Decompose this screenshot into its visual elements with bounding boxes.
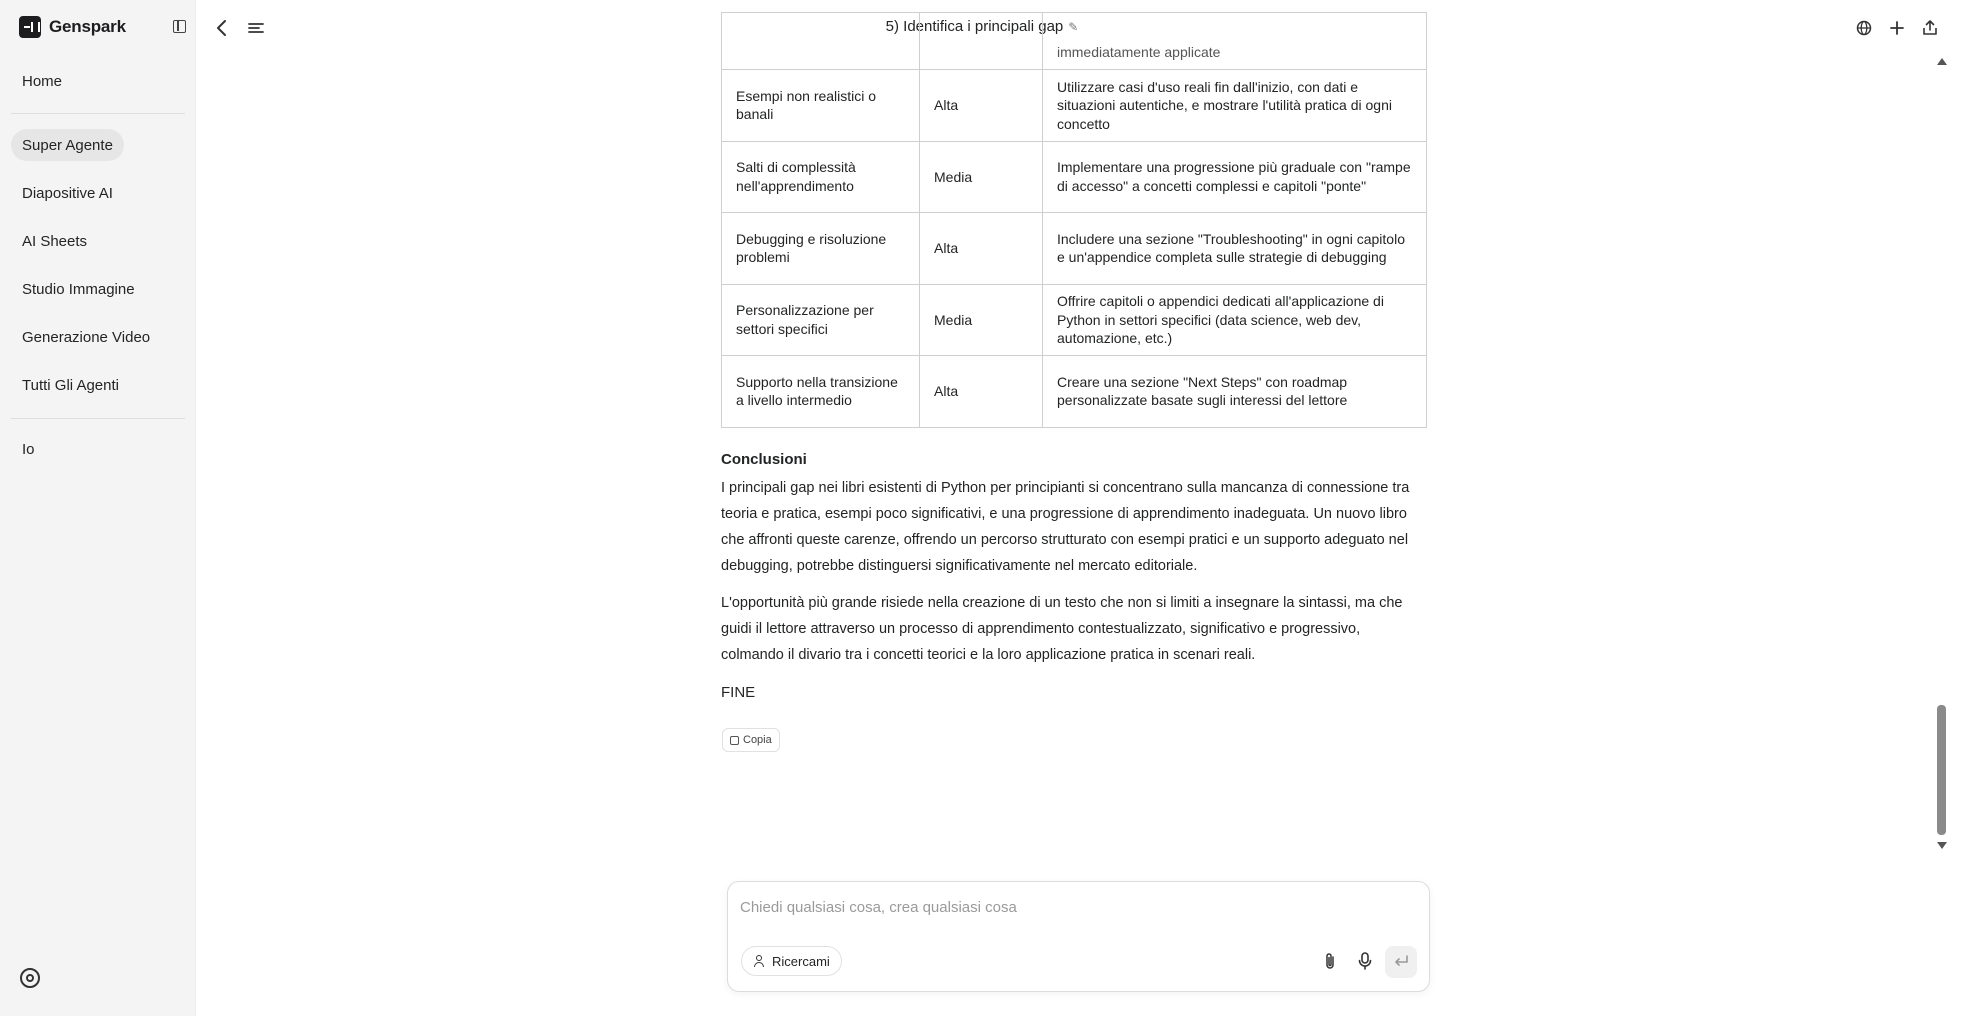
table-cell-solution: Utilizzare casi d'uso reali fin dall'inizio, con dati e situazioni autentiche, e mostrare l'utilità pratica di ogni concetto: [1043, 70, 1427, 142]
genspark-logo-icon: [19, 16, 41, 38]
scrollbar-thumb[interactable]: [1937, 705, 1946, 835]
send-button[interactable]: [1385, 946, 1417, 978]
table-row: [722, 356, 1427, 428]
research-button-label: Ricercami: [772, 953, 830, 969]
person-icon: [753, 955, 765, 967]
globe-icon[interactable]: [1854, 18, 1874, 38]
research-button[interactable]: [741, 946, 842, 976]
attachment-icon[interactable]: [1315, 946, 1345, 976]
sidebar-item-io[interactable]: Io: [22, 440, 35, 458]
conclusions-heading: Conclusioni: [721, 451, 807, 468]
table-row: [722, 213, 1427, 285]
sidebar-item-home[interactable]: Home: [22, 72, 63, 90]
table-cell-gap: Supporto nella transizione a livello intermedio: [722, 356, 920, 428]
gap-table: [721, 12, 1427, 428]
table-cell-priority: Alta: [920, 70, 1043, 142]
conclusions-paragraph-1: I principali gap nei libri esistenti di Python per principianti si concentrano sulla mancanza di connessione tra teoria e pratica, esempi poco significativi, e una progressione di apprendimento inadeguata. Un nuovo libro che affronti queste carenze, offrendo un percorso strutturato con esempi pratici e un supporto adeguato nel debugging, potrebbe distinguersi significativamente nel mercato editoriale.: [721, 480, 1410, 574]
sidebar-item-diapositive-ai[interactable]: Diapositive AI: [22, 184, 113, 202]
sidebar-divider: [11, 113, 185, 114]
enter-arrow-icon: [1393, 955, 1409, 969]
table-cell-gap: Salti di complessità nell'apprendimento: [722, 141, 920, 213]
table-cell-solution: Includere una sezione "Troubleshooting" in ogni capitolo e un'appendice completa sulle strategie di debugging: [1043, 213, 1427, 285]
table-cell-priority: Media: [920, 141, 1043, 213]
sidebar-item-ai-sheets[interactable]: AI Sheets: [22, 232, 88, 250]
table-cell-gap: Debugging e risoluzione problemi: [722, 213, 920, 285]
sidebar-divider: [11, 418, 185, 419]
table-cell: [722, 13, 920, 70]
brand-name: Genspark: [49, 17, 126, 36]
settings-icon[interactable]: [20, 968, 40, 988]
copy-button-label: Copia: [743, 734, 772, 746]
sidebar-item-studio-immagine[interactable]: Studio Immagine: [22, 280, 135, 298]
table-cell-solution: Implementare una progressione più graduale con "rampe di accesso" a concetti complessi e capitoli "ponte": [1043, 141, 1427, 213]
sidebar-item-super-agente[interactable]: Super Agente: [11, 129, 124, 161]
sidebar: [0, 0, 196, 1016]
menu-icon[interactable]: [247, 20, 265, 36]
share-icon[interactable]: [1920, 17, 1940, 37]
table-cell-solution: Offrire capitoli o appendici dedicati all'applicazione di Python in settori specifici (data science, web dev, automazione, etc.): [1043, 284, 1427, 356]
sidebar-item-generazione-video[interactable]: Generazione Video: [22, 328, 151, 346]
sidebar-item-tutti-gli-agenti[interactable]: Tutti Gli Agenti: [22, 376, 119, 394]
table-row: [722, 284, 1427, 356]
table-row: [722, 13, 1427, 70]
scroll-down-arrow-icon[interactable]: [1937, 842, 1947, 849]
copy-icon: [730, 736, 739, 745]
back-arrow-icon[interactable]: [212, 18, 230, 38]
new-chat-plus-icon[interactable]: [1887, 18, 1907, 38]
microphone-icon[interactable]: [1350, 946, 1380, 976]
scroll-up-arrow-icon[interactable]: [1937, 58, 1947, 65]
copy-button[interactable]: [722, 728, 780, 752]
table-cell: immediatamente applicate: [1043, 13, 1427, 70]
brand[interactable]: [19, 16, 126, 38]
conclusions-paragraph-2: L'opportunità più grande risiede nella creazione di un testo che non si limiti a insegnare la sintassi, ma che guidi il lettore attraverso un processo di apprendimento contestualizzato, significativo e progressivo, colmando il divario tra i concetti teorici e la loro applicazione pratica in scenari reali.: [721, 595, 1403, 663]
table-cell-solution: Creare una sezione "Next Steps" con roadmap personalizzate basate sugli interessi del lettore: [1043, 356, 1427, 428]
table-cell-priority: Alta: [920, 356, 1043, 428]
end-marker: FINE: [721, 684, 756, 701]
table-cell-gap: Personalizzazione per settori specifici: [722, 284, 920, 356]
table-cell: [920, 13, 1043, 70]
table-cell-priority: Media: [920, 284, 1043, 356]
table-row: [722, 70, 1427, 142]
chat-composer: [727, 881, 1430, 992]
edit-title-icon[interactable]: ✎: [1068, 20, 1079, 34]
page-title[interactable]: 5) Identifica i principali gap: [885, 18, 1064, 35]
table-cell-priority: Alta: [920, 213, 1043, 285]
table-row: [722, 141, 1427, 213]
table-cell-gap: Esempi non realistici o banali: [722, 70, 920, 142]
chat-input[interactable]: [740, 894, 1400, 920]
sidebar-toggle-icon[interactable]: [173, 20, 186, 33]
